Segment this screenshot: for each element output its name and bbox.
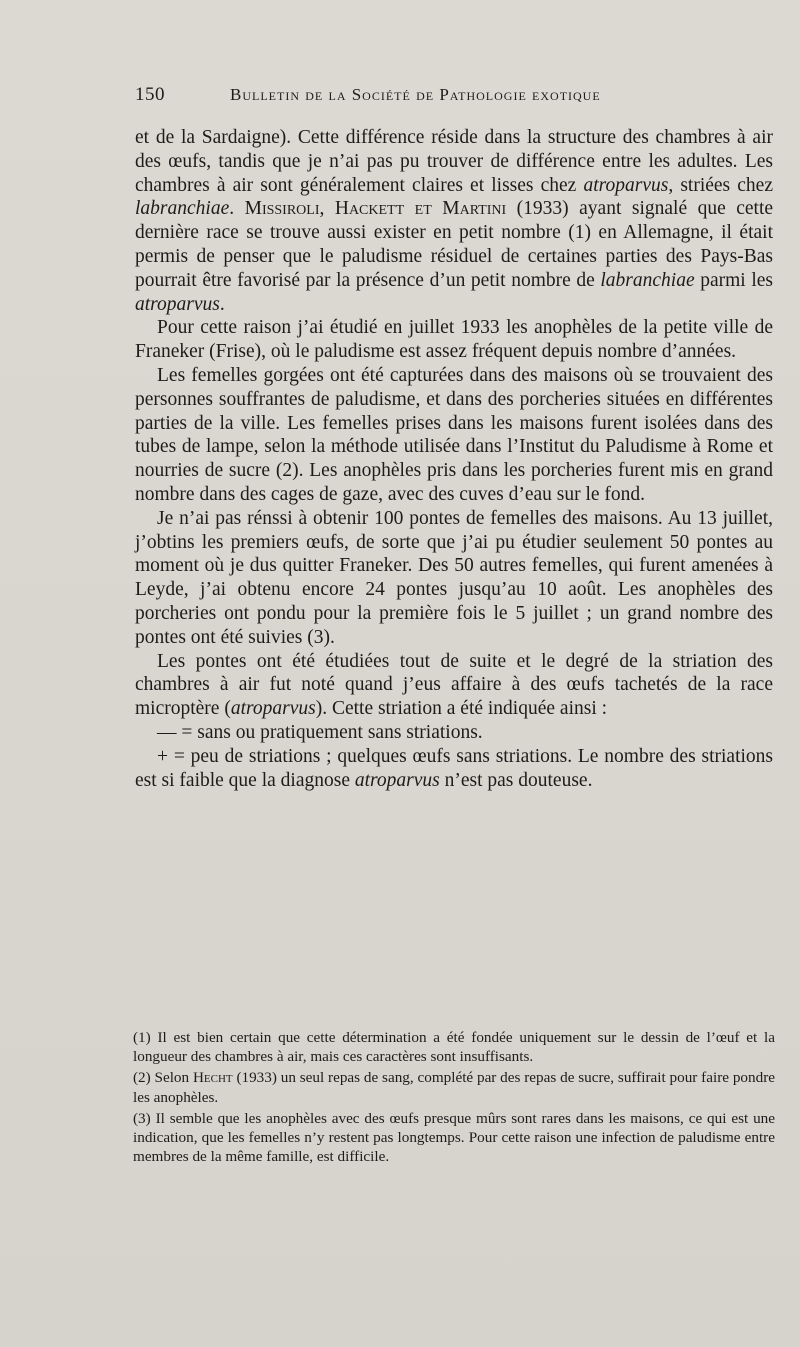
striation-item-plus: + = peu de striations ; quelques œufs sans striations. Le nombre des striations est si faible que la diagnose atroparvus n’est pas douteuse. [135, 745, 773, 791]
page-header [135, 84, 775, 106]
footnotes [133, 1028, 775, 1166]
paragraph-5: Les pontes ont été étudiées tout de suite et le degré de la striation des chambres à air fut noté quand j’eus affaire à des œufs tachetés de la race microptère (atroparvus). Cette striation a été indiquée ainsi : [135, 650, 773, 720]
running-title: Bulletin de la Société de Pathologie exotique [230, 85, 601, 104]
body-text [135, 126, 773, 792]
author-names: Missiroli, Hackett et Martini [244, 198, 507, 220]
striation-item-minus: — = sans ou pratiquement sans striations. [157, 721, 483, 743]
footnote-3: (3) Il semble que les anophèles avec des œufs presque mûrs sont rares dans les maisons, ce qui est une indication, que les femelles n’y restent pas longtemps. Pour cette raison une infection de paludisme entre membres de la même famille, est difficile. [133, 1109, 775, 1166]
paragraph-2: Pour cette raison j’ai étudié en juillet 1933 les anophèles de la petite ville de Franeker (Frise), où le paludisme est assez fréquent depuis nombre d’années. [135, 317, 773, 363]
page-number: 150 [135, 84, 165, 105]
footnote-2: (2) Selon Hecht (1933) un seul repas de sang, complété par des repas de sucre, suffirait pour faire pondre les anophèles. [133, 1069, 775, 1106]
paragraph-1: et de la Sardaigne). Cette différence réside dans la structure des chambres à air des œufs, tandis que je n’ai pas pu trouver de différence entre les adultes. Les chambres à air sont généralement claires et lisses chez atroparvus, striées chez labranchiae. Missiroli, Hackett et Martini (1933) ayant signalé que cette dernière race se trouve aussi exister en petit nombre (1) en Allemagne, il était permis de penser que le paludisme résiduel de certaines parties des Pays-Bas pourrait être favorisé par la présence d’un petit nombre de labranchiae parmi les atroparvus. [135, 127, 774, 315]
footnote-author: Hecht [192, 1069, 233, 1087]
paragraph-4: Je n’ai pas rénssi à obtenir 100 pontes de femelles des maisons. Au 13 juillet, j’obtins les premiers œufs, de sorte que j’ai pu étudier seulement 50 pontes au moment où je dus quitter Franeker. Des 50 autres femelles, qui furent amenées à Leyde, j’ai obtenu encore 24 pontes jusqu’au 10 août. Les anophèles des porcheries ont pondu pour la première fois le 5 juillet ; un grand nombre des pontes ont été suivies (3). [135, 507, 773, 648]
footnote-1: (1) Il est bien certain que cette détermination a été fondée uniquement sur le dessin de l’œuf et la longueur des chambres à air, mais ces caractères sont insuffisants. [133, 1029, 775, 1066]
paragraph-3: Les femelles gorgées ont été capturées dans des maisons où se trouvaient des personnes souffrantes de paludisme, et dans des porcheries situées en différentes parties de la ville. Les femelles prises dans les maisons furent isolées dans des tubes de lampe, selon la méthode utilisée dans l’Institut du Paludisme à Rome et nourries de sucre (2). Les anophèles pris dans les porcheries furent mis en grand nombre dans des cages de gaze, avec des cuves d’eau sur le fond. [135, 364, 773, 505]
